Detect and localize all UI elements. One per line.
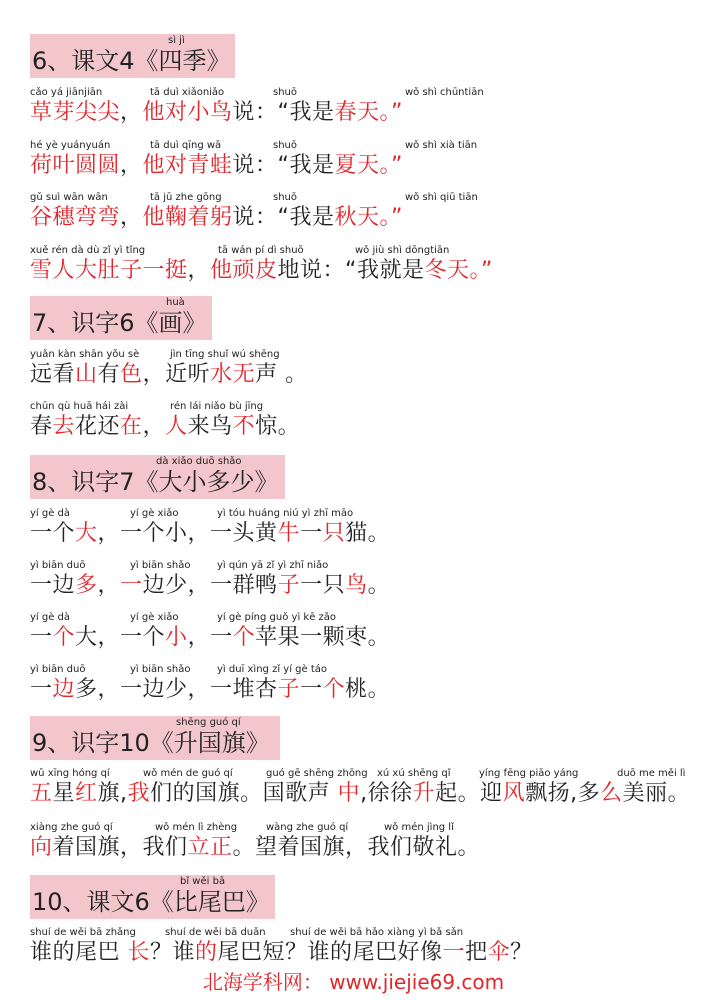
text-segment: ，一个小，一头黄	[97, 521, 278, 546]
highlight-segment: 春天	[334, 100, 380, 125]
pinyin-group: duō me měi lì	[617, 768, 686, 779]
pinyin-group: wǒ shì xià tiān	[405, 140, 478, 151]
hanzi-text	[30, 258, 493, 284]
highlight-segment: 子	[277, 677, 301, 702]
text-segment: 边少，一群鸭	[142, 573, 278, 598]
hanzi-text	[30, 205, 403, 231]
pinyin-group: tā duì xiǎoniǎo	[150, 87, 225, 98]
text-line	[30, 246, 493, 284]
text-segment: 把	[465, 940, 488, 965]
highlight-segment: 一	[120, 573, 143, 598]
pinyin-row	[30, 561, 390, 573]
pinyin-row	[30, 87, 484, 100]
text-segment: 星	[52, 781, 76, 806]
highlight-segment: 草芽尖尖	[30, 100, 121, 125]
pinyin-group: yì biān duō	[30, 560, 86, 571]
highlight-segment: 。”	[379, 153, 403, 178]
text-segment: 。	[367, 573, 391, 598]
highlight-segment: 五	[30, 781, 53, 806]
text-segment: ，	[120, 100, 143, 125]
text-segment: 飘扬,多	[525, 781, 601, 806]
hanzi-text	[30, 940, 533, 966]
pinyin-group: wǒ jiù shì dōngtiān	[355, 245, 450, 256]
pinyin-row	[30, 192, 478, 205]
text-segment: ，	[97, 573, 121, 598]
pinyin-row	[30, 665, 390, 677]
pinyin-group: wǒ mén lì zhèng	[155, 822, 238, 833]
text-segment: 春	[30, 414, 53, 439]
section-title: 8、识字7《大小多少》	[32, 468, 279, 496]
highlight-segment: 只	[322, 521, 346, 546]
text-segment: 们的国旗。国歌声	[150, 781, 338, 806]
text-segment: 着国旗，我们	[52, 835, 188, 860]
highlight-segment: 个	[52, 625, 76, 650]
text-segment: 声 。	[255, 362, 308, 387]
text-segment: ，	[120, 153, 143, 178]
pinyin-group: shuō	[273, 140, 298, 151]
pinyin-group: yí gè píng guǒ yì kē zǎo	[217, 612, 337, 623]
section-header	[30, 296, 212, 340]
pinyin-group: tā jū zhe gōng	[150, 192, 222, 203]
highlight-segment: 色	[120, 362, 143, 387]
highlight-segment: 子	[277, 573, 301, 598]
section-pinyin: sì jì	[168, 35, 185, 46]
section-title: 10、课文6《比尾巴》	[32, 888, 270, 916]
section-title: 6、课文4《四季》	[32, 47, 231, 75]
highlight-segment: 。”	[469, 258, 493, 283]
text-segment: ，	[187, 258, 211, 283]
highlight-segment: 他对青蛙	[142, 153, 233, 178]
text-segment: 尾巴短？谁的尾巴好像	[217, 940, 443, 965]
text-segment: 花还	[75, 414, 121, 439]
pinyin-group: xú xú shēng qǐ	[377, 768, 451, 779]
highlight-segment: 不	[232, 414, 256, 439]
pinyin-group: yì tóu huáng niú yì zhī māo	[217, 508, 354, 519]
text-segment: ？谁	[150, 940, 196, 965]
highlight-segment: 去	[52, 414, 76, 439]
highlight-segment: 红	[75, 781, 98, 806]
pinyin-group: yuǎn kàn shān yǒu sè	[30, 349, 140, 360]
hanzi-text	[30, 781, 690, 807]
pinyin-group: yì qún yā zǐ yì zhī niǎo	[217, 560, 329, 571]
section-pinyin: huà	[166, 297, 185, 308]
pinyin-row	[30, 246, 493, 258]
pinyin-group: tā duì qīng wā	[150, 140, 222, 151]
text-segment: 起。迎	[435, 781, 503, 806]
pinyin-group: shuō	[273, 87, 298, 98]
pinyin-group: shuō	[273, 192, 298, 203]
text-segment: 说：“我是	[232, 205, 335, 230]
hanzi-text	[30, 677, 390, 703]
highlight-segment: 山	[75, 362, 98, 387]
highlight-segment: 秋天	[334, 205, 380, 230]
highlight-segment: 伞	[487, 940, 511, 965]
highlight-segment: 个	[322, 677, 346, 702]
pinyin-group: shuí de wěi bā duǎn	[165, 927, 266, 938]
text-segment: 说：“我是	[232, 100, 335, 125]
highlight-segment: 升	[412, 781, 436, 806]
text-segment: 一	[30, 677, 53, 702]
hanzi-text	[30, 153, 403, 179]
text-line	[30, 87, 484, 126]
highlight-segment: 他对小鸟	[142, 100, 233, 125]
text-segment: ，一	[187, 625, 233, 650]
highlight-segment: 在	[120, 414, 143, 439]
text-segment: 旗,	[97, 781, 128, 806]
highlight-segment: 的	[195, 940, 218, 965]
pinyin-group: yí gè dà	[30, 508, 71, 519]
text-line	[30, 928, 533, 966]
section-header	[30, 34, 235, 78]
section-title: 9、识字10《升国旗》	[32, 729, 270, 757]
text-segment: 一	[300, 521, 323, 546]
hanzi-text	[30, 625, 390, 651]
section-header	[30, 875, 275, 919]
text-segment: 有	[97, 362, 121, 387]
text-segment: 一	[300, 677, 323, 702]
section-pinyin: bǐ wěi bā	[180, 876, 226, 887]
text-segment: 。望着国旗，我们敬礼。	[232, 835, 481, 860]
highlight-segment: 雪人大肚子一挺	[30, 258, 188, 283]
pinyin-group: jìn tīng shuǐ wú shēng	[170, 349, 280, 360]
pinyin-row	[30, 769, 690, 781]
pinyin-row	[30, 402, 300, 414]
pinyin-group: chūn qù huā hái zài	[30, 401, 129, 412]
pinyin-row	[30, 823, 480, 835]
hanzi-text	[30, 100, 403, 126]
highlight-segment: 向	[30, 835, 53, 860]
text-segment: 一个	[30, 521, 76, 546]
highlight-segment: 夏天	[334, 153, 380, 178]
pinyin-row	[30, 928, 533, 940]
text-segment: 地说：“我就是	[277, 258, 425, 283]
pinyin-group: yí gè xiǎo	[130, 508, 179, 519]
text-line	[30, 769, 690, 807]
pinyin-group: yì biān duō	[30, 664, 86, 675]
highlight-segment: 水无	[210, 362, 256, 387]
highlight-segment: 他顽皮	[210, 258, 278, 283]
highlight-segment: 他鞠着躬	[142, 205, 233, 230]
text-line	[30, 192, 478, 231]
highlight-segment: 谷穗弯弯	[30, 205, 121, 230]
text-segment: 说：“我是	[232, 153, 335, 178]
pinyin-group: wǒ mén jìng lǐ	[384, 822, 454, 833]
text-segment: 一	[30, 625, 53, 650]
highlight-segment: 牛	[277, 521, 301, 546]
pinyin-group: guó gē shēng zhōng	[266, 768, 368, 779]
text-segment: 大，一个	[75, 625, 166, 650]
text-line	[30, 140, 478, 179]
text-segment: ？	[510, 940, 533, 965]
pinyin-group: xuě rén dà dù zǐ yì tǐng	[30, 245, 146, 256]
highlight-segment: 边	[52, 677, 76, 702]
section-pinyin: shēng guó qí	[176, 717, 241, 728]
highlight-segment: 冬天	[424, 258, 470, 283]
pinyin-group: yí gè xiǎo	[130, 612, 179, 623]
highlight-segment: 大	[75, 521, 98, 546]
text-segment: 一边	[30, 573, 76, 598]
highlight-segment: 我	[127, 781, 151, 806]
highlight-segment: 荷叶圆圆	[30, 153, 121, 178]
text-segment: ，	[120, 205, 143, 230]
pinyin-group: shuí de wěi bā zhǎng	[30, 927, 136, 938]
highlight-segment: 多	[75, 573, 98, 598]
highlight-segment: 中	[337, 781, 361, 806]
pinyin-group: yíng fēng piāo yáng	[479, 768, 579, 779]
highlight-segment: 长	[127, 940, 151, 965]
text-segment: ,徐徐	[360, 781, 413, 806]
highlight-segment: 小	[165, 625, 188, 650]
highlight-segment: 。”	[379, 100, 403, 125]
highlight-segment: 么	[600, 781, 623, 806]
text-line	[30, 509, 390, 547]
highlight-segment: 。”	[379, 205, 403, 230]
text-line	[30, 823, 480, 861]
pinyin-group: rén lái niǎo bù jīng	[170, 401, 264, 412]
pinyin-group: wǔ xīng hóng qí	[30, 768, 110, 779]
pinyin-group: wǒ shì qiū tiān	[405, 192, 478, 203]
text-line	[30, 665, 390, 703]
text-segment: ，	[142, 414, 166, 439]
pinyin-row	[30, 613, 390, 625]
section-title: 7、识字6《画》	[32, 309, 207, 337]
hanzi-text	[30, 573, 390, 599]
text-segment: 远看	[30, 362, 76, 387]
text-line	[30, 350, 308, 388]
pinyin-group: wǒ shì chūntiān	[405, 87, 484, 98]
hanzi-text	[30, 521, 390, 547]
text-segment: 猫。	[345, 521, 391, 546]
section-header	[30, 455, 285, 499]
pinyin-group: yì biān shǎo	[130, 560, 191, 571]
text-line	[30, 613, 390, 651]
hanzi-text	[30, 362, 308, 388]
highlight-segment: 立正	[187, 835, 233, 860]
text-segment: 惊。	[255, 414, 301, 439]
highlight-segment: 一	[442, 940, 466, 965]
text-line	[30, 402, 300, 440]
pinyin-group: wǒ mén de guó qí	[143, 768, 233, 779]
text-segment: 谁的尾巴	[30, 940, 128, 965]
pinyin-group: yì biān shǎo	[130, 664, 191, 675]
highlight-segment: 风	[502, 781, 526, 806]
section-header	[30, 716, 280, 760]
text-segment: 多，一边少，一堆杏	[75, 677, 278, 702]
text-segment: 美丽。	[622, 781, 691, 806]
text-segment: 苹果一颗枣。	[255, 625, 391, 650]
pinyin-group: yì duī xìng zǐ yí gè táo	[217, 664, 328, 675]
pinyin-group: wàng zhe guó qí	[266, 822, 349, 833]
pinyin-group: shuí de wěi bā hǎo xiàng yì bǎ sǎn	[290, 927, 464, 938]
highlight-segment: 个	[232, 625, 256, 650]
pinyin-row	[30, 509, 390, 521]
section-pinyin: dà xiǎo duō shǎo	[156, 456, 242, 467]
pinyin-group: yí gè dà	[30, 612, 71, 623]
footer-watermark: 北海学科网： www.jiejie69.com	[202, 970, 505, 994]
text-segment: ，近听	[142, 362, 211, 387]
pinyin-row	[30, 350, 308, 362]
pinyin-group: xiàng zhe guó qí	[30, 822, 113, 833]
hanzi-text	[30, 835, 480, 861]
text-segment: 来鸟	[187, 414, 233, 439]
text-segment: 一只	[300, 573, 346, 598]
pinyin-row	[30, 140, 478, 153]
pinyin-group: tā wán pí dì shuō	[218, 245, 304, 256]
text-segment: 桃。	[345, 677, 391, 702]
highlight-segment: 人	[165, 414, 188, 439]
text-line	[30, 561, 390, 599]
highlight-segment: 鸟	[345, 573, 368, 598]
hanzi-text	[30, 414, 300, 440]
pinyin-group: gǔ suì wān wān	[30, 192, 108, 203]
pinyin-group: hé yè yuányuán	[30, 140, 111, 151]
pinyin-group: cǎo yá jiānjiān	[30, 87, 103, 98]
